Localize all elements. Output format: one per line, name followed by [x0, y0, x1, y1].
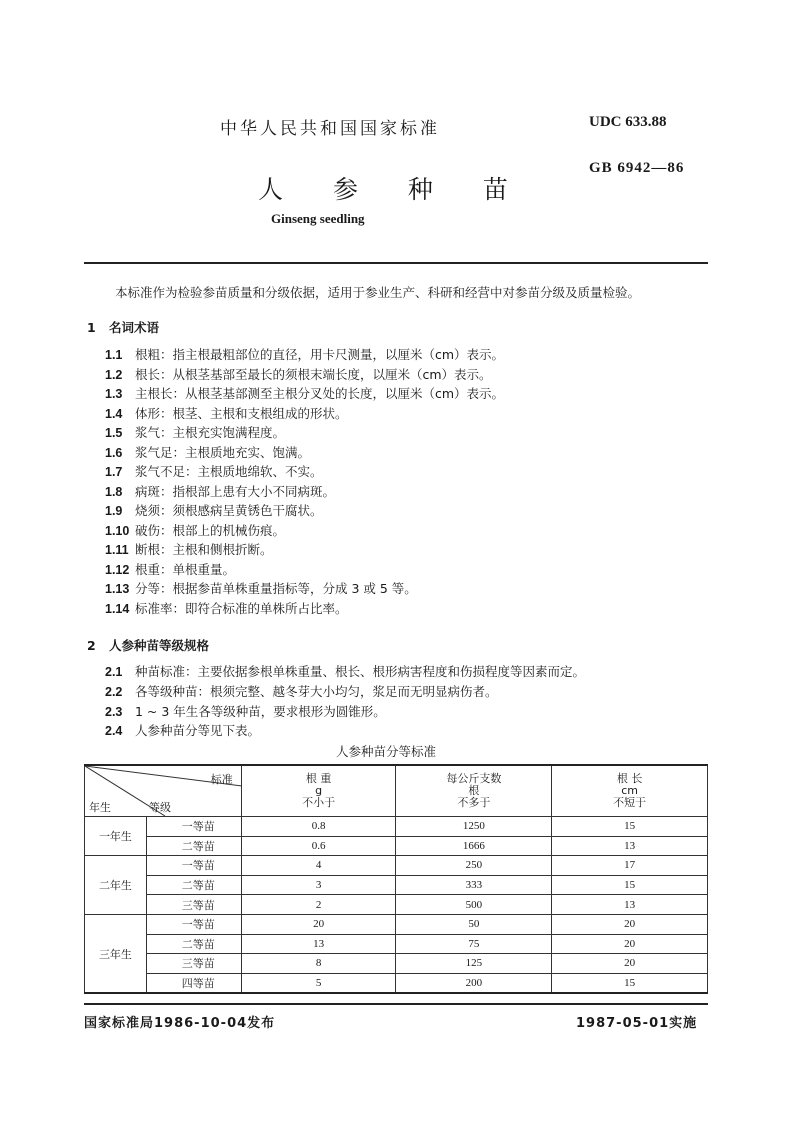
- clause-item: [105, 423, 285, 441]
- length-cell: 20: [552, 954, 708, 974]
- clause-number: 2.3: [105, 704, 123, 719]
- weight-cell: 0.8: [241, 817, 396, 837]
- count-cell: 75: [396, 934, 552, 954]
- clause-number: 1.8: [105, 484, 123, 499]
- clause-item: [105, 560, 235, 578]
- clause-number: 2.4: [105, 724, 123, 739]
- clause-text: 种苗标准：主要依据参根单株重量、根长、根形病害程度和伤损程度等因素而定。: [135, 664, 586, 679]
- column-title: 根 长: [616, 772, 643, 785]
- grade-cell: 二等苗: [146, 836, 241, 856]
- section-number: 2: [87, 638, 96, 653]
- count-cell: 200: [396, 973, 552, 993]
- count-cell: 1666: [396, 836, 552, 856]
- clause-item: [105, 443, 310, 461]
- weight-cell: 3: [241, 875, 396, 895]
- clause-text: 人参种苗分等见下表。: [135, 723, 261, 739]
- clause-item: [105, 365, 492, 383]
- clause-number: 1.11: [105, 543, 129, 557]
- issue-info: 国家标准局1986-10-04发布: [84, 1016, 276, 1031]
- clause-item: [105, 702, 386, 720]
- clause-number: 1.13: [105, 582, 130, 596]
- clause-text: 断根：主根和侧根折断。: [135, 542, 273, 557]
- clause-item: [105, 482, 335, 500]
- section-title: 名词术语: [109, 320, 160, 335]
- column-header-weight: [241, 765, 396, 817]
- header-rule: [84, 262, 708, 264]
- clause-item: [105, 540, 273, 558]
- clause-text: 烧须：须根感病呈黄锈色干腐状。: [135, 503, 323, 518]
- clause-text: 主根长：从根茎基部测至主根分叉处的长度，以厘米（cm）表示。: [135, 386, 505, 401]
- clause-text: 病斑：指根部上患有大小不同病斑。: [135, 483, 336, 499]
- clause-number: 1.3: [105, 387, 123, 401]
- count-cell: 500: [396, 895, 552, 915]
- table-header-row: [85, 765, 708, 817]
- clause-text: 浆气不足：主根质地绵软、不实。: [135, 464, 323, 479]
- document-title: 人 参 种 苗: [258, 175, 529, 204]
- clause-text: 根粗：指主根最粗部位的直径，用卡尺测量，以厘米（cm）表示。: [135, 347, 505, 362]
- year-cell: 三年生: [85, 914, 147, 993]
- table-corner-cell: [85, 765, 242, 817]
- weight-cell: 8: [241, 954, 396, 974]
- length-cell: 20: [552, 914, 708, 934]
- clause-item: [105, 345, 504, 363]
- length-cell: 20: [552, 934, 708, 954]
- table-row: [85, 973, 708, 993]
- clause-text: 分等：根据参苗单株重量指标等，分成 3 或 5 等。: [135, 581, 417, 596]
- table-caption: 人参种苗分等标准: [336, 744, 437, 759]
- column-limit: 不小于: [302, 796, 336, 809]
- clause-number: 1.4: [105, 406, 123, 421]
- weight-cell: 4: [241, 856, 396, 876]
- english-title: Ginseng seedling: [271, 211, 365, 226]
- count-cell: 250: [396, 856, 552, 876]
- intro-paragraph: 本标准作为检验参苗质量和分级依据，适用于参业生产、科研和经营中对参苗分级及质量检验。: [115, 285, 641, 300]
- grade-cell: 二等苗: [146, 875, 241, 895]
- clause-item: [105, 579, 417, 597]
- clause-item: [105, 599, 348, 617]
- table-row: [85, 895, 708, 915]
- column-unit: 根: [468, 784, 480, 797]
- column-limit: 不多于: [457, 796, 491, 809]
- clause-text: 标准率：即符合标准的单株所占比率。: [135, 600, 348, 616]
- corner-label-year: 年生: [89, 801, 111, 814]
- clause-text: 根重：单根重量。: [135, 561, 236, 577]
- column-unit: cm: [621, 784, 638, 797]
- length-cell: 15: [552, 875, 708, 895]
- clause-text: 体形：根茎、主根和支根组成的形状。: [135, 405, 348, 421]
- clause-text: 浆气足：主根质地充实、饱满。: [135, 444, 311, 460]
- count-cell: 333: [396, 875, 552, 895]
- clause-text: 根长：从根茎基部至最长的须根末端长度，以厘米（cm）表示。: [135, 366, 492, 382]
- clause-text: 各等级种苗：根须完整、越冬芽大小均匀，浆足而无明显病伤者。: [135, 683, 498, 699]
- section-number: 1: [87, 320, 96, 335]
- clause-item: [105, 662, 585, 680]
- clause-item: [105, 682, 498, 700]
- corner-label-standard: 标准: [210, 773, 233, 786]
- clause-item: [105, 721, 260, 739]
- grade-cell: 一等苗: [146, 817, 241, 837]
- effective-date: 1987-05-01实施: [576, 1016, 698, 1031]
- clause-item: [105, 501, 323, 519]
- org-title: 中华人民共和国国家标准: [220, 119, 440, 139]
- length-cell: 17: [552, 856, 708, 876]
- count-cell: 50: [396, 914, 552, 934]
- clause-number: 1.9: [105, 504, 123, 518]
- udc-code: UDC 633.88: [589, 114, 667, 130]
- length-cell: 15: [552, 817, 708, 837]
- clause-number: 1.6: [105, 445, 123, 460]
- column-title: 根 重: [305, 772, 332, 785]
- column-limit: 不短于: [613, 796, 647, 809]
- clause-number: 2.1: [105, 665, 123, 679]
- column-unit: g: [315, 784, 323, 797]
- weight-cell: 0.6: [241, 836, 396, 856]
- clause-number: 2.2: [105, 684, 123, 699]
- clause-number: 1.5: [105, 426, 123, 440]
- column-header-count: [396, 765, 552, 817]
- grade-cell: 三等苗: [146, 954, 241, 974]
- table-row: [85, 856, 708, 876]
- year-cell: 一年生: [85, 817, 147, 856]
- weight-cell: 20: [241, 914, 396, 934]
- clause-text: 浆气：主根充实饱满程度。: [135, 425, 286, 440]
- grade-cell: 一等苗: [146, 914, 241, 934]
- table-row: [85, 875, 708, 895]
- count-cell: 125: [396, 954, 552, 974]
- section-title: 人参种苗等级规格: [109, 638, 210, 653]
- clause-number: 1.7: [105, 465, 123, 479]
- grade-cell: 三等苗: [146, 895, 241, 915]
- table-row: [85, 817, 708, 837]
- grading-table: [84, 764, 708, 994]
- column-title: 每公斤支数: [446, 772, 502, 785]
- clause-number: 1.14: [105, 601, 130, 616]
- corner-label-grade: 等级: [149, 801, 171, 814]
- clause-item: [105, 404, 348, 422]
- clause-text: 破伤：根部上的机械伤痕。: [135, 522, 286, 538]
- length-cell: 13: [552, 895, 708, 915]
- grade-cell: 二等苗: [146, 934, 241, 954]
- clause-number: 1.12: [105, 562, 130, 577]
- length-cell: 13: [552, 836, 708, 856]
- column-header-length: [552, 765, 708, 817]
- weight-cell: 5: [241, 973, 396, 993]
- length-cell: 15: [552, 973, 708, 993]
- clause-item: [105, 462, 323, 480]
- clause-number: 1.1: [105, 348, 123, 362]
- clause-text: 1 ~ 3 年生各等级种苗，要求根形为圆锥形。: [135, 703, 386, 719]
- weight-cell: 13: [241, 934, 396, 954]
- table-row: [85, 934, 708, 954]
- grade-cell: 四等苗: [146, 973, 241, 993]
- table-row: [85, 954, 708, 974]
- standard-number: GB 6942—86: [589, 160, 685, 176]
- table-row: [85, 836, 708, 856]
- count-cell: 1250: [396, 817, 552, 837]
- clause-number: 1.2: [105, 367, 123, 382]
- clause-number: 1.10: [105, 523, 130, 538]
- weight-cell: 2: [241, 895, 396, 915]
- grade-cell: 一等苗: [146, 856, 241, 876]
- section-2-heading: [87, 636, 209, 654]
- clause-item: [105, 521, 285, 539]
- footer-rule: [84, 1003, 708, 1005]
- section-1-heading: [87, 318, 159, 336]
- year-cell: 二年生: [85, 856, 147, 915]
- table-row: [85, 914, 708, 934]
- clause-item: [105, 384, 504, 402]
